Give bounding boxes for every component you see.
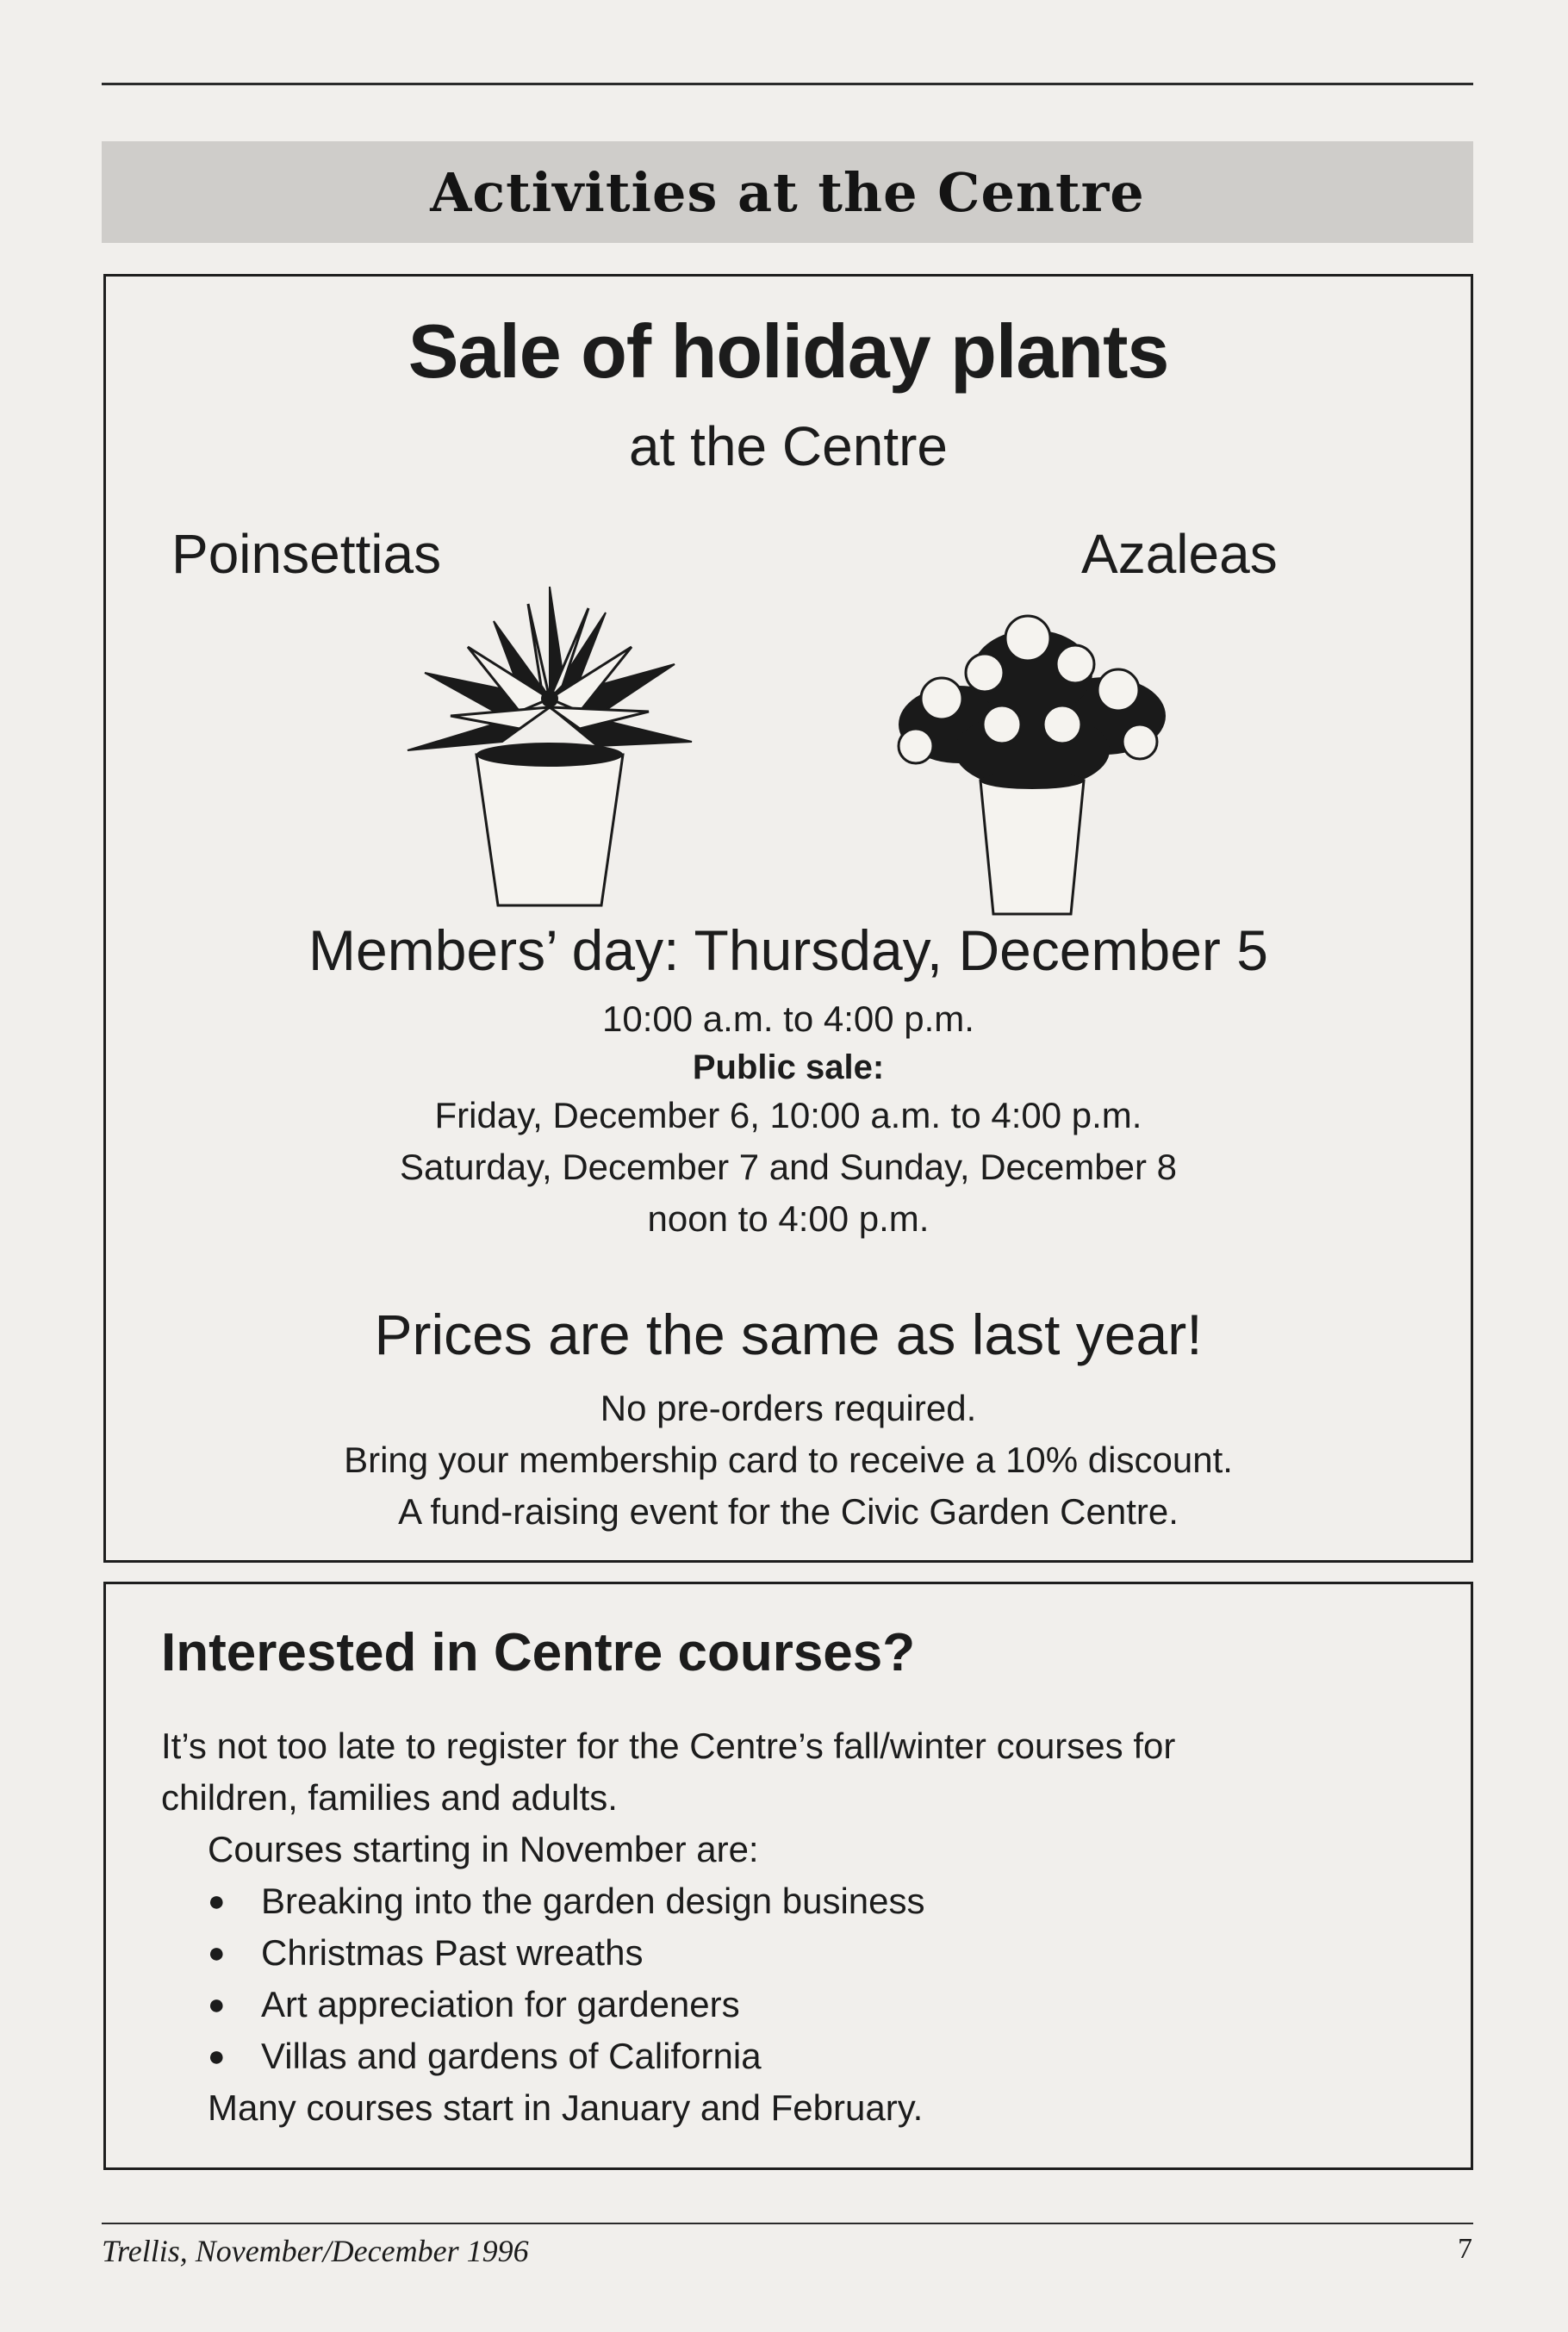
prices-heading: Prices are the same as last year!	[374, 1303, 1203, 1366]
list-item	[208, 1932, 643, 1974]
azalea-illustration	[856, 578, 1200, 923]
footer-rule	[102, 2223, 1473, 2224]
holiday-plant-sale-box	[103, 274, 1473, 1563]
courses-intro-line: children, families and adults.	[161, 1777, 618, 1818]
bullet-icon: ●	[208, 1884, 226, 1918]
public-sale-line: Friday, December 6, 10:00 a.m. to 4:00 p.m.	[434, 1095, 1142, 1135]
top-rule	[102, 83, 1473, 85]
section-header-band	[102, 141, 1473, 243]
courses-intro-line: It’s not too late to register for the Centre’s fall/winter courses for	[161, 1726, 1176, 1766]
courses-box	[103, 1582, 1473, 2170]
public-sale-label: Public sale:	[692, 1048, 885, 1086]
public-sale-line: noon to 4:00 p.m.	[647, 1198, 930, 1239]
course-name: Christmas Past wreaths	[261, 1932, 644, 1973]
sale-note: Bring your membership card to receive a 10% discount.	[344, 1440, 1233, 1480]
bullet-icon: ●	[208, 2039, 226, 2073]
poinsettia-illustration	[390, 569, 709, 914]
bullet-icon: ●	[208, 1936, 226, 1969]
sale-note: No pre-orders required.	[600, 1388, 977, 1428]
list-item	[208, 1881, 925, 1922]
course-name: Art appreciation for gardeners	[261, 1984, 740, 2024]
publication-footer: Trellis, November/December 1996	[102, 2234, 529, 2268]
list-item	[208, 2036, 762, 2077]
members-day-time: 10:00 a.m. to 4:00 p.m.	[602, 998, 974, 1039]
courses-starting-label: Courses starting in November are:	[208, 1829, 759, 1869]
course-name: Breaking into the garden design business	[261, 1881, 925, 1921]
sale-note: A fund-raising event for the Civic Garden Centre.	[398, 1491, 1179, 1532]
sale-title: Sale of holiday plants	[408, 308, 1169, 394]
poinsettias-label: Poinsettias	[171, 523, 442, 585]
bullet-icon: ●	[208, 1987, 226, 2021]
page-number: 7	[1458, 2233, 1472, 2265]
members-day-heading: Members’ day: Thursday, December 5	[308, 918, 1268, 982]
azaleas-label: Azaleas	[1081, 523, 1278, 585]
courses-closing-note: Many courses start in January and February.	[208, 2087, 924, 2128]
public-sale-line: Saturday, December 7 and Sunday, December 8	[400, 1147, 1177, 1187]
courses-title: Interested in Centre courses?	[161, 1623, 916, 1682]
course-name: Villas and gardens of California	[261, 2036, 762, 2076]
list-item	[208, 1984, 740, 2025]
sale-subtitle: at the Centre	[629, 415, 948, 477]
section-title: Activities at the Centre	[430, 160, 1145, 224]
